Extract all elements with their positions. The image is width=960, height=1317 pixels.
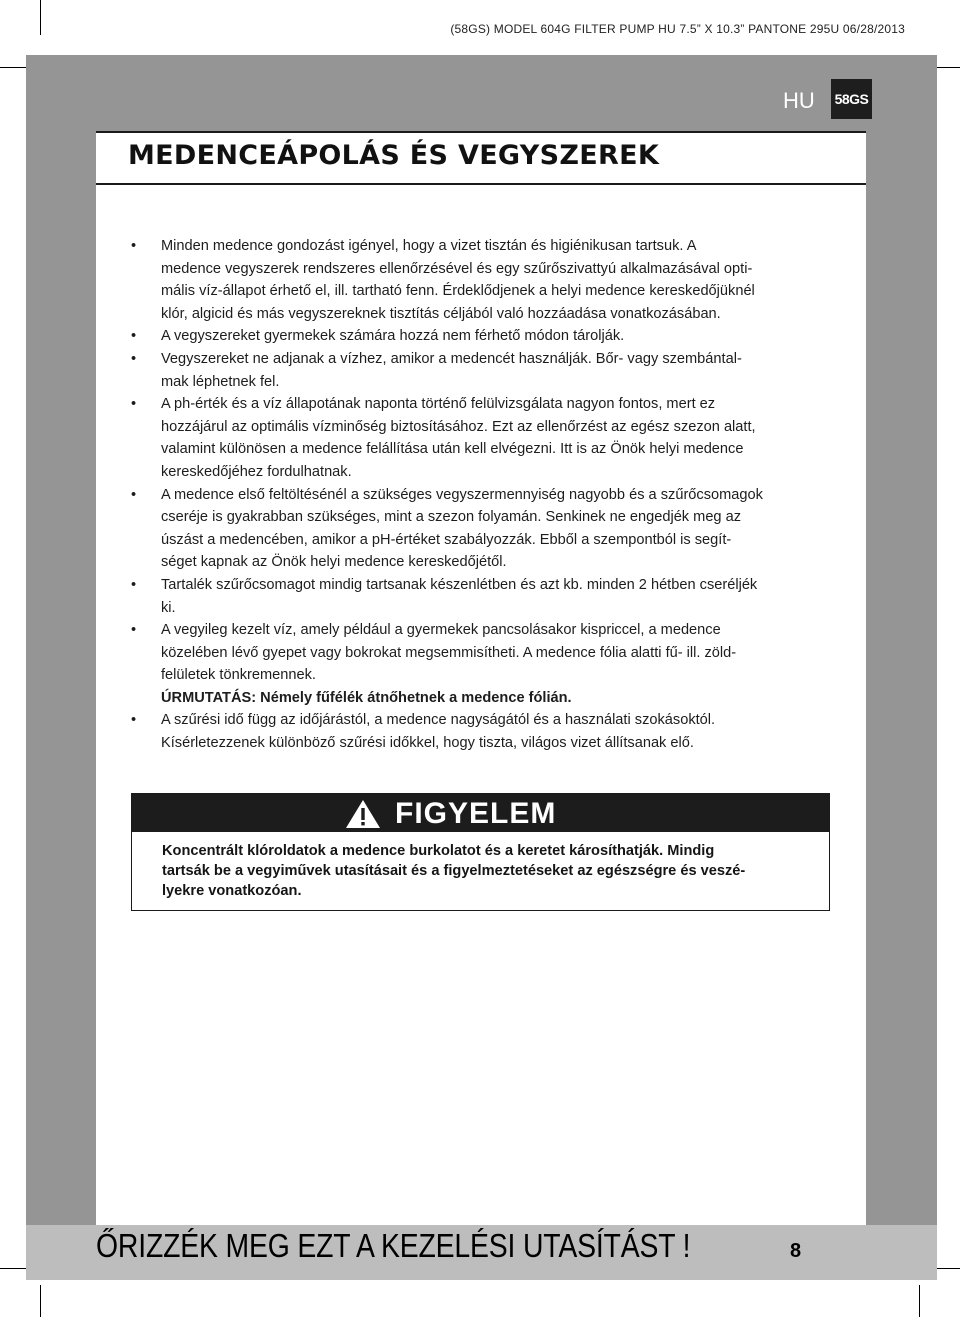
crop-mark <box>40 1285 41 1317</box>
footer-reminder: ŐRIZZÉK MEG EZT A KEZELÉSI UTASÍTÁST ! <box>96 1227 691 1264</box>
list-item <box>131 348 831 393</box>
warning-title: FIGYELEM <box>395 797 557 830</box>
warning-text: Koncentrált klóroldatok a medence burkolatot és a keretet károsíthatják. Mindig tartsák be a vegyiművek utasításait és a figyelmeztetéseket az egészségre és veszé- lyekre vonatkozóan. <box>162 843 746 899</box>
bullet-dot: • <box>131 622 137 639</box>
list-item-text: Tartalék szűrőcsomagot mindig tartsanak készenlétben és azt kb. minden 2 hétben cseréljék ki. <box>161 576 758 616</box>
list-item <box>131 393 831 483</box>
list-item <box>131 574 831 619</box>
list-item <box>131 709 831 754</box>
bullet-dot: • <box>131 238 137 254</box>
list-item-text: A szűrési idő függ az időjárástól, a medence nagyságától és a használati szokásoktól. Kísérletezzenek különböző szűrési időkkel, hogy tiszta, világos vizet állítsanak elő. <box>161 712 716 752</box>
page-number: 8 <box>790 1240 802 1262</box>
instruction-note: ÚRMUTATÁS: Némely fűfélék átnőhetnek a medence fólián. <box>161 689 572 706</box>
list-item-text: Vegyszereket ne adjanak a vízhez, amikor a medencét használják. Bőr- vagy szembántal- mak léphetnek fel. <box>161 350 742 390</box>
bullet-dot: • <box>131 486 137 503</box>
bullet-dot: • <box>131 576 137 593</box>
warning-triangle-icon <box>345 799 381 829</box>
model-badge: 58GS <box>831 79 872 119</box>
list-item-text: A vegyileg kezelt víz, amely például a gyermekek pancsolásakor kispriccel, a medence közelében lévő gyepet vagy bokrokat megsemmisítheti. A medence fólia alatti fű- ill. zöld- felületek tönkremennek. ÚRMUTATÁS: Némely fűfélék átnőhetnek a medence fólián. <box>161 622 737 706</box>
list-item-text: A ph-érték és a víz állapotának naponta történő felülvizsgálata nagyon fontos, mert ez hozzájárul az optimális vízminőség biztosításához. Ezt az ellenőrzést az egész szezon alatt, valamint különösen a medence felállítása után kell elvégezni. Itt is az Önök helyi medence kereskedőjéhez fordulhatnak. <box>161 396 756 480</box>
list-item <box>131 619 831 709</box>
crop-mark <box>919 1285 920 1317</box>
warning-header <box>132 794 829 832</box>
bullet-dot: • <box>131 350 137 367</box>
crop-mark <box>40 0 41 35</box>
list-item <box>131 235 831 325</box>
section-title: MEDENCEÁPOLÁS ÉS VEGYSZEREK <box>128 140 660 171</box>
list-item-text: A medence első feltöltésénél a szükséges vegyszermennyiség nagyobb és a szűrőcsomagok cseréje is gyakrabban szükséges, mint a szezon folyamán. Senkinek ne engedjék meg az úszást a medencében, amikor a pH-értéket szabályozzák. Ebből a szempontból is segít- séget kapnak az Önök helyi medence kereskedőjétől. <box>161 486 763 571</box>
bullet-dot: • <box>131 396 137 413</box>
list-item-text: A vegyszereket gyermekek számára hozzá nem férhető módon tárolják. <box>161 328 625 345</box>
list-item <box>131 484 831 574</box>
print-info-line: (58GS) MODEL 604G FILTER PUMP HU 7.5” X 10.3” PANTONE 295U 06/28/2013 <box>450 22 905 36</box>
bullet-dot: • <box>131 712 137 729</box>
list-item <box>131 325 831 348</box>
warning-box <box>131 793 830 911</box>
bullet-dot: • <box>131 328 137 345</box>
list-item-text: Minden medence gondozást igényel, hogy a vizet tisztán és higiénikusan tartsuk. A medence vegyszerek rendszeres ellenőrzésével és egy szűrőszivattyú alkalmazásával opti- mális víz-állapot érhető el, ill. tartható fenn. Érdeklődjenek a helyi medence kereskedőjüknél klór, algicid és más vegyszereknek tisztítás céljából való hozzáadása vonatkozásában. <box>161 238 755 322</box>
care-bullet-list <box>131 235 831 755</box>
language-label: HU <box>783 88 815 113</box>
